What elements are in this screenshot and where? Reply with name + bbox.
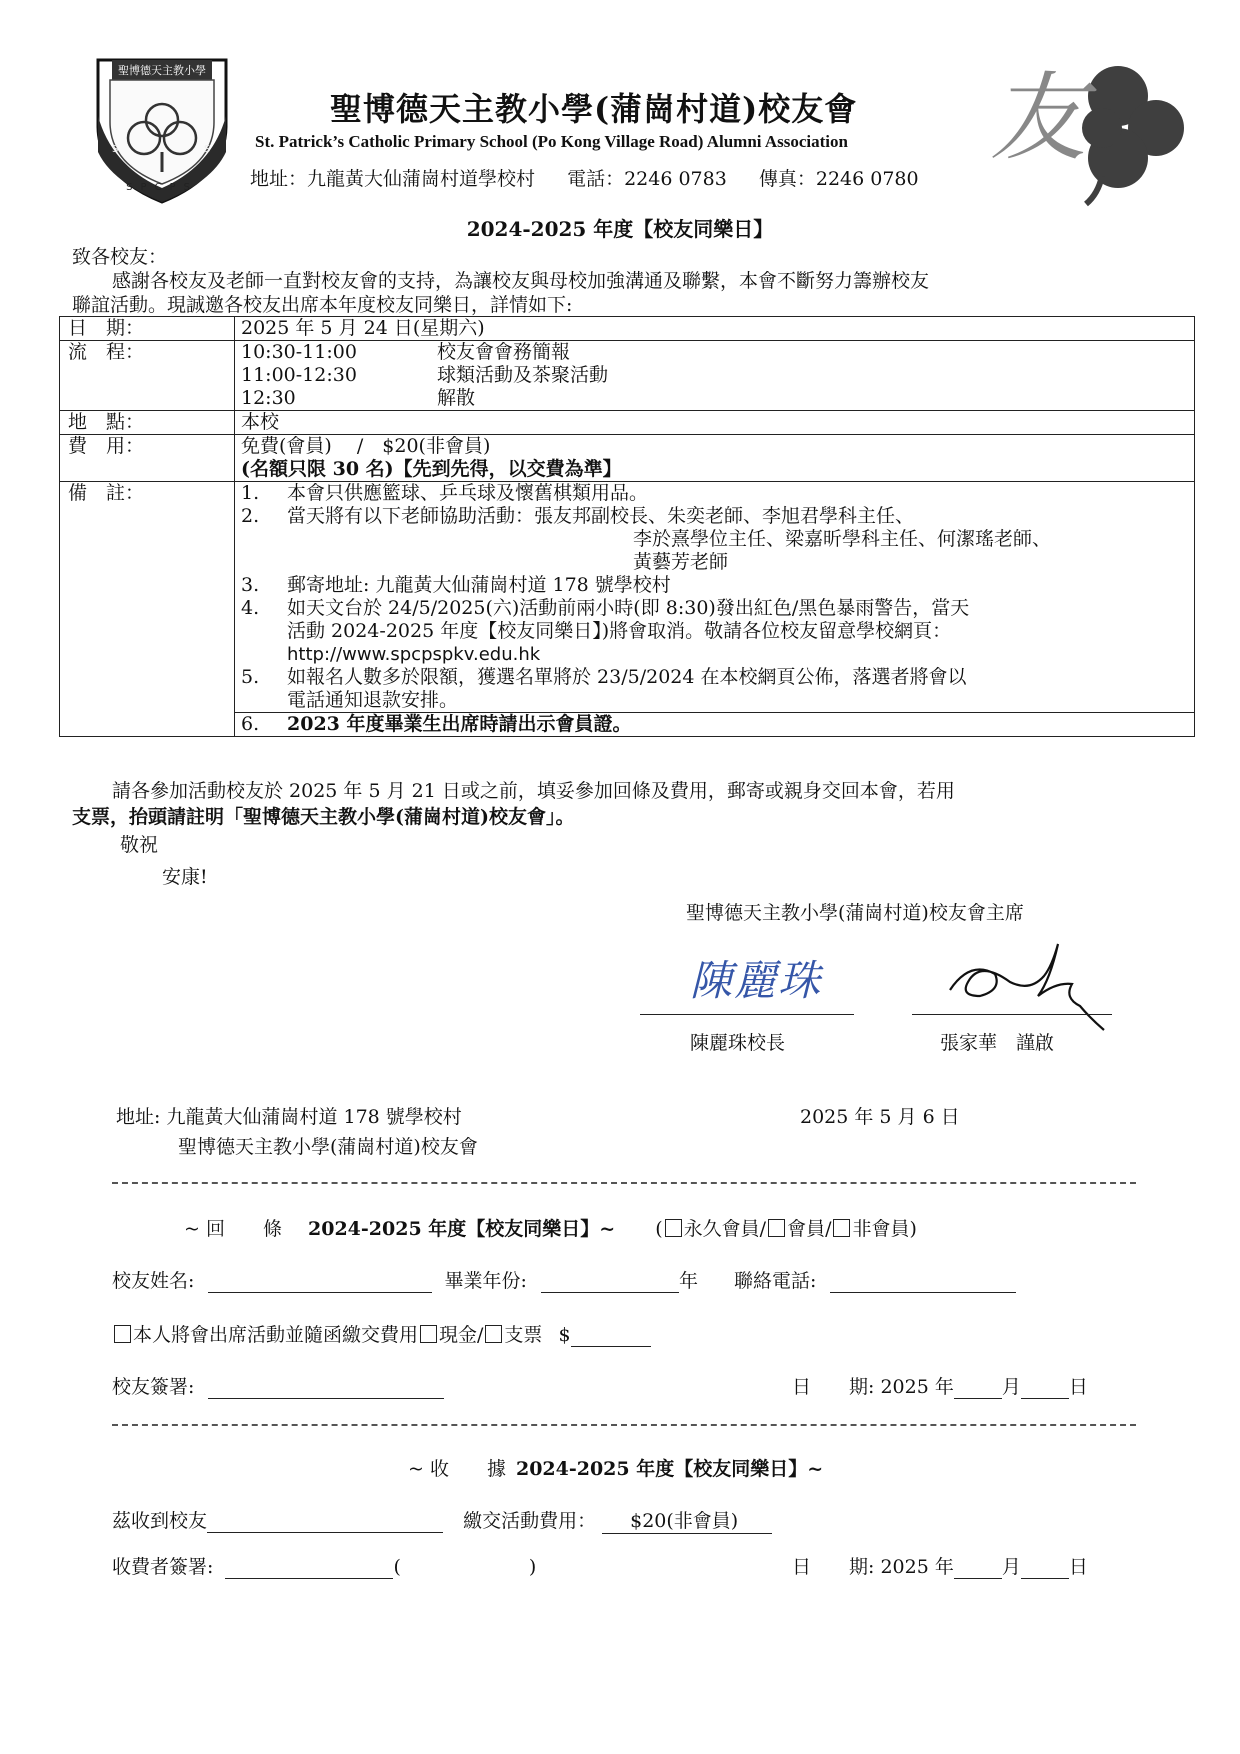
fee-note: (名額只限 30 名)【先到先得，以交費為準】 <box>241 458 622 480</box>
schedule-time: 12:30 <box>241 387 296 409</box>
schedule-time: 10:30-11:00 <box>241 341 357 363</box>
name-field[interactable] <box>208 1270 432 1293</box>
school-name-zh: 聖博德天主教小學(蒲崗村道)校友會 <box>330 90 858 128</box>
grad-year-label: 畢業年份: <box>444 1270 527 1292</box>
month-field[interactable] <box>954 1376 1002 1399</box>
greeting: 致各校友： <box>72 246 168 268</box>
date-label: 日 期： <box>60 317 235 341</box>
table-row <box>60 411 1195 435</box>
remark-number: 3. <box>241 574 260 596</box>
schedule-item <box>241 341 1194 364</box>
signature-field[interactable] <box>208 1376 444 1399</box>
remark-number: 2. <box>241 505 260 527</box>
day-label: 日 <box>1068 1556 1088 1578</box>
receipt-title <box>408 1454 823 1481</box>
grad-year-field[interactable] <box>541 1270 679 1293</box>
stamp-character: 友 <box>990 62 1086 174</box>
table-row <box>60 341 1195 411</box>
logo-text: 聖博德天主教小學 <box>118 64 206 77</box>
cash-checkbox[interactable] <box>420 1325 437 1343</box>
flow-label: 流 程： <box>60 341 235 411</box>
reply-row-3 <box>112 1372 444 1399</box>
date-label: 日 期: 2025 年 <box>792 1556 954 1578</box>
collector-label: 收費者簽署: <box>112 1556 214 1578</box>
logo-letter: S <box>204 144 211 155</box>
phone-label: 聯絡電話: <box>734 1270 817 1292</box>
address: 地址：九龍黃大仙蒲崗村道學校村 <box>250 168 536 190</box>
remark-text: 活動 2024-2025 年度【校友同樂日】)將會取消。敬請各位校友留意學校網頁： <box>287 620 952 642</box>
member-checkbox[interactable] <box>768 1219 785 1237</box>
collector-signature-field[interactable] <box>225 1556 393 1579</box>
name-label: 校友姓名: <box>112 1270 195 1292</box>
remark-text: 2023 年度畢業生出席時請出示會員證。 <box>287 713 632 735</box>
remark-text: 黃藝芳老師 <box>633 551 729 573</box>
date-label: 日 期: 2025 年 <box>792 1376 954 1398</box>
remark-item <box>241 482 1194 505</box>
receipt-date <box>792 1552 1088 1579</box>
reply-slip-heading: 2024-2025 年度【校友同樂日】~ <box>308 1218 616 1240</box>
reply-row-1 <box>112 1266 1016 1293</box>
paren-open: ( <box>393 1556 401 1578</box>
month-label: 月 <box>1001 1376 1021 1398</box>
day-field[interactable] <box>1021 1376 1069 1399</box>
intro-line-1: 感謝各校友及老師一直對校友會的支持，為讓校友與母校加強溝通及聯繫，本會不斷努力籌辦校友 <box>112 270 930 292</box>
month-field[interactable] <box>954 1556 1002 1579</box>
chairman-name: 張家華 謹啟 <box>940 1032 1055 1054</box>
signature-line <box>912 1014 1112 1015</box>
closing-line-2: 支票，抬頭請註明「聖博德天主教小學(蒲崗村道)校友會」。 <box>72 806 575 828</box>
cut-line <box>112 1424 1136 1426</box>
remark-text: 本會只供應籃球、乒乓球及懷舊棋類用品。 <box>287 482 649 504</box>
schedule-item <box>241 364 1194 387</box>
reply-slip-prefix: ~ 回 條 <box>184 1218 282 1240</box>
signature-label: 校友簽署: <box>112 1376 195 1398</box>
membership-choices <box>655 1218 917 1240</box>
remarks-label: 備 註： <box>60 482 235 737</box>
regards: 敬祝 <box>120 834 159 856</box>
chairman-signature <box>940 930 1110 1040</box>
remark-text: 如報名人數多於限額，獲選名單將於 23/5/2024 在本校網頁公佈，落選者將會以 <box>287 666 967 688</box>
school-name-en: St. Patrick’s Catholic Primary School (Po Kong Village Road) Alumni Association <box>255 132 848 151</box>
date-value: 2025 年 5 月 24 日(星期六) <box>235 317 1195 341</box>
event-title: 2024-2025 年度【校友同樂日】 <box>466 217 774 241</box>
day-label: 日 <box>1068 1376 1088 1398</box>
table-row <box>60 482 1195 737</box>
member-label: 會員/ <box>787 1218 832 1240</box>
reply-slip-title <box>184 1214 917 1241</box>
phone: 電話：2246 0783 <box>567 168 727 190</box>
principal-signature: 陳麗珠 <box>690 956 823 1005</box>
remark-item <box>235 712 1194 736</box>
dollar-sign: $ <box>558 1324 571 1346</box>
remark-number: 6. <box>241 713 260 735</box>
closing-line-1: 請各參加活動校友於 2025 年 5 月 21 日或之前，填妥參加回條及費用，郵寄或親身交回本會，若用 <box>112 780 955 802</box>
remark-item <box>241 574 1194 597</box>
reply-date <box>792 1372 1088 1399</box>
footer-address-2: 聖博德天主教小學(蒲崗村道)校友會 <box>178 1136 478 1158</box>
footer-date: 2025 年 5 月 6 日 <box>800 1106 960 1128</box>
event-details-table <box>59 316 1195 737</box>
signature-line <box>640 1014 854 1015</box>
principal-name: 陳麗珠校長 <box>690 1032 786 1054</box>
remark-item <box>241 505 1194 574</box>
remarks-list <box>241 482 1194 736</box>
attend-checkbox[interactable] <box>114 1325 131 1343</box>
reply-row-2 <box>112 1320 651 1347</box>
cut-line <box>112 1182 1136 1184</box>
school-website-link[interactable]: http://www.spcpspkv.edu.hk <box>287 644 541 665</box>
remark-text: 李於熹學位主任、梁嘉昕學科主任、何潔瑤老師、 <box>633 528 1052 550</box>
receipt-heading: 2024-2025 年度【校友同樂日】~ <box>515 1458 824 1480</box>
paren: ( <box>655 1218 663 1240</box>
permanent-member-label: 永久會員/ <box>683 1218 767 1240</box>
venue-value: 本校 <box>235 411 1195 435</box>
non-member-label: 非會員) <box>852 1218 917 1240</box>
cheque-checkbox[interactable] <box>485 1325 502 1343</box>
remark-text: 當天將有以下老師協助活動：張友邦副校長、朱奕老師、李旭君學科主任、 <box>287 505 915 527</box>
day-field[interactable] <box>1021 1556 1069 1579</box>
fee-label: 繳交活動費用： <box>463 1510 597 1532</box>
fee-label: 費 用： <box>60 435 235 482</box>
schedule-activity: 球類活動及茶聚活動 <box>437 364 609 386</box>
intro-line-2: 聯誼活動。現誠邀各校友出席本年度校友同樂日，詳情如下: <box>72 294 573 316</box>
fax: 傳真：2246 0780 <box>758 168 919 190</box>
fee-value: $20(非會員) <box>602 1506 772 1534</box>
schedule-activity: 解散 <box>437 387 476 409</box>
alumni-clover-emblem <box>990 58 1190 208</box>
receipt-row-2 <box>112 1552 536 1579</box>
school-logo <box>92 56 232 206</box>
table-row <box>60 435 1195 482</box>
cheque-label: 支票 <box>504 1324 543 1346</box>
footer-address-1: 地址: 九龍黃大仙蒲崗村道 178 號學校村 <box>116 1106 462 1128</box>
received-name-field[interactable] <box>207 1510 443 1533</box>
remark-item <box>241 597 1194 666</box>
amount-field[interactable] <box>571 1324 651 1347</box>
contact-line <box>250 164 945 191</box>
fee-cell <box>235 435 1195 482</box>
logo-letter: S <box>112 144 119 155</box>
schedule-item <box>241 387 1194 410</box>
receipt-row-1 <box>112 1506 772 1534</box>
year-suffix: 年 <box>678 1270 698 1292</box>
remark-number: 5. <box>241 666 260 688</box>
cash-label: 現金/ <box>439 1324 484 1346</box>
month-label: 月 <box>1001 1556 1021 1578</box>
wish: 安康! <box>162 866 208 888</box>
paren-close: ) <box>528 1556 537 1578</box>
phone-field[interactable] <box>830 1270 1016 1293</box>
chairman-title: 聖博德天主教小學(蒲崗村道)校友會主席 <box>686 902 1024 924</box>
permanent-member-checkbox[interactable] <box>665 1219 682 1237</box>
logo-letters: SPCPS <box>126 182 198 193</box>
receipt-prefix: ~ 收 據 <box>408 1458 506 1480</box>
schedule <box>235 341 1195 411</box>
remark-text: 郵寄地址: 九龍黃大仙蒲崗村道 178 號學校村 <box>287 574 671 596</box>
remark-text: 電話通知退款安排。 <box>287 689 459 711</box>
fee-value: 免費(會員) / $20(非會員) <box>241 435 491 457</box>
remark-item <box>241 666 1194 712</box>
venue-label: 地 點： <box>60 411 235 435</box>
non-member-checkbox[interactable] <box>833 1219 850 1237</box>
table-row <box>60 317 1195 341</box>
attend-text: 本人將會出席活動並隨函繳交費用 <box>133 1324 419 1346</box>
schedule-activity: 校友會會務簡報 <box>437 341 571 363</box>
remark-number: 4. <box>241 597 260 619</box>
remarks-cell <box>235 482 1195 737</box>
remark-text: 如天文台於 24/5/2025(六)活動前兩小時(即 8:30)發出紅色/黑色暴雨警告，當天 <box>287 597 970 619</box>
received-label: 茲收到校友 <box>112 1510 208 1532</box>
remark-number: 1. <box>241 482 260 504</box>
schedule-time: 11:00-12:30 <box>241 364 357 386</box>
